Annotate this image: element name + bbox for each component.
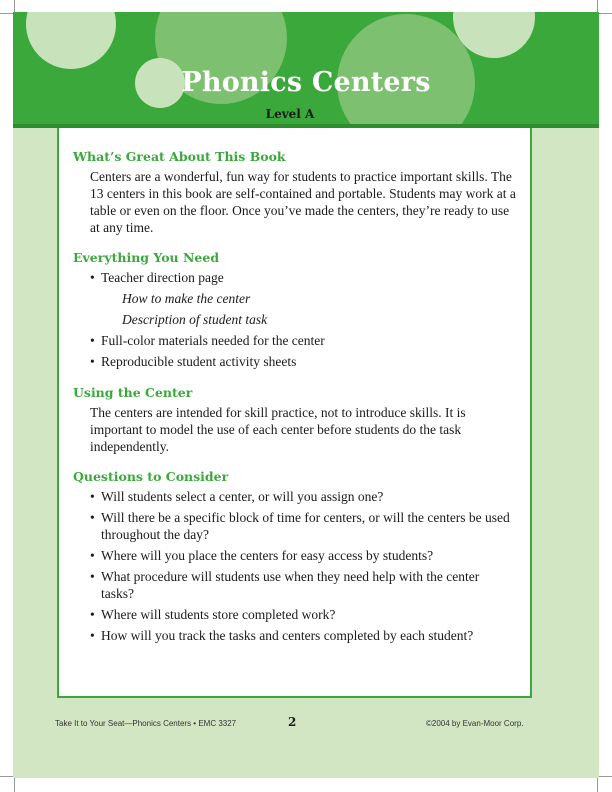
sub-item: How to make the center	[122, 291, 251, 306]
item-list	[90, 488, 523, 644]
section-heading: Everything You Need	[73, 250, 220, 265]
section-heading: Using the Center	[73, 385, 193, 400]
list-item: • Where will students store completed work?	[90, 607, 336, 622]
list-item: • What procedure will students use when they need help with the center tasks?	[90, 569, 480, 601]
list-item: • Full-color materials needed for the center	[90, 333, 325, 348]
decorative-circle	[26, 12, 116, 69]
section-everything-you-need	[73, 250, 523, 374]
section-heading: What’s Great About This Book	[73, 149, 286, 164]
section-heading: Questions to Consider	[73, 469, 229, 484]
list-item: • Reproducible student activity sheets	[90, 354, 297, 369]
list-item: • Where will you place the centers for easy access by students?	[90, 548, 434, 563]
list-item: • Will there be a specific block of time for centers, or will the centers be used throughout the day?	[90, 510, 510, 542]
footer-series: Take It to Your Seat—Phonics Centers • EMC 3327	[55, 719, 237, 728]
section-text: The centers are intended for skill practice, not to introduce skills. It is important to model the use of each center before students do the task independently.	[90, 405, 466, 454]
list-item: • Teacher direction page	[90, 270, 224, 285]
section-using-the-center	[73, 385, 523, 455]
sub-item: Description of student task	[122, 312, 268, 327]
list-item: • How will you track the tasks and centers completed by each student?	[90, 628, 474, 643]
list-item: • Will students select a center, or will you assign one?	[90, 489, 384, 504]
section-text: Centers are a wonderful, fun way for students to practice important skills. The 13 centers in this book are self-contained and portable. Students may work at a table or even on the floor. Once you’ve made the centers, they’re ready to use at any time.	[90, 169, 516, 235]
page-number: 2	[288, 715, 297, 729]
page-subtitle: Level A	[265, 107, 315, 121]
section-questions	[73, 469, 523, 648]
item-list	[90, 269, 523, 286]
item-list	[90, 332, 523, 370]
footer-copyright: ©2004 by Evan-Moor Corp.	[426, 719, 524, 728]
section-whats-great	[73, 149, 523, 236]
page-title: Phonics Centers	[181, 67, 431, 98]
